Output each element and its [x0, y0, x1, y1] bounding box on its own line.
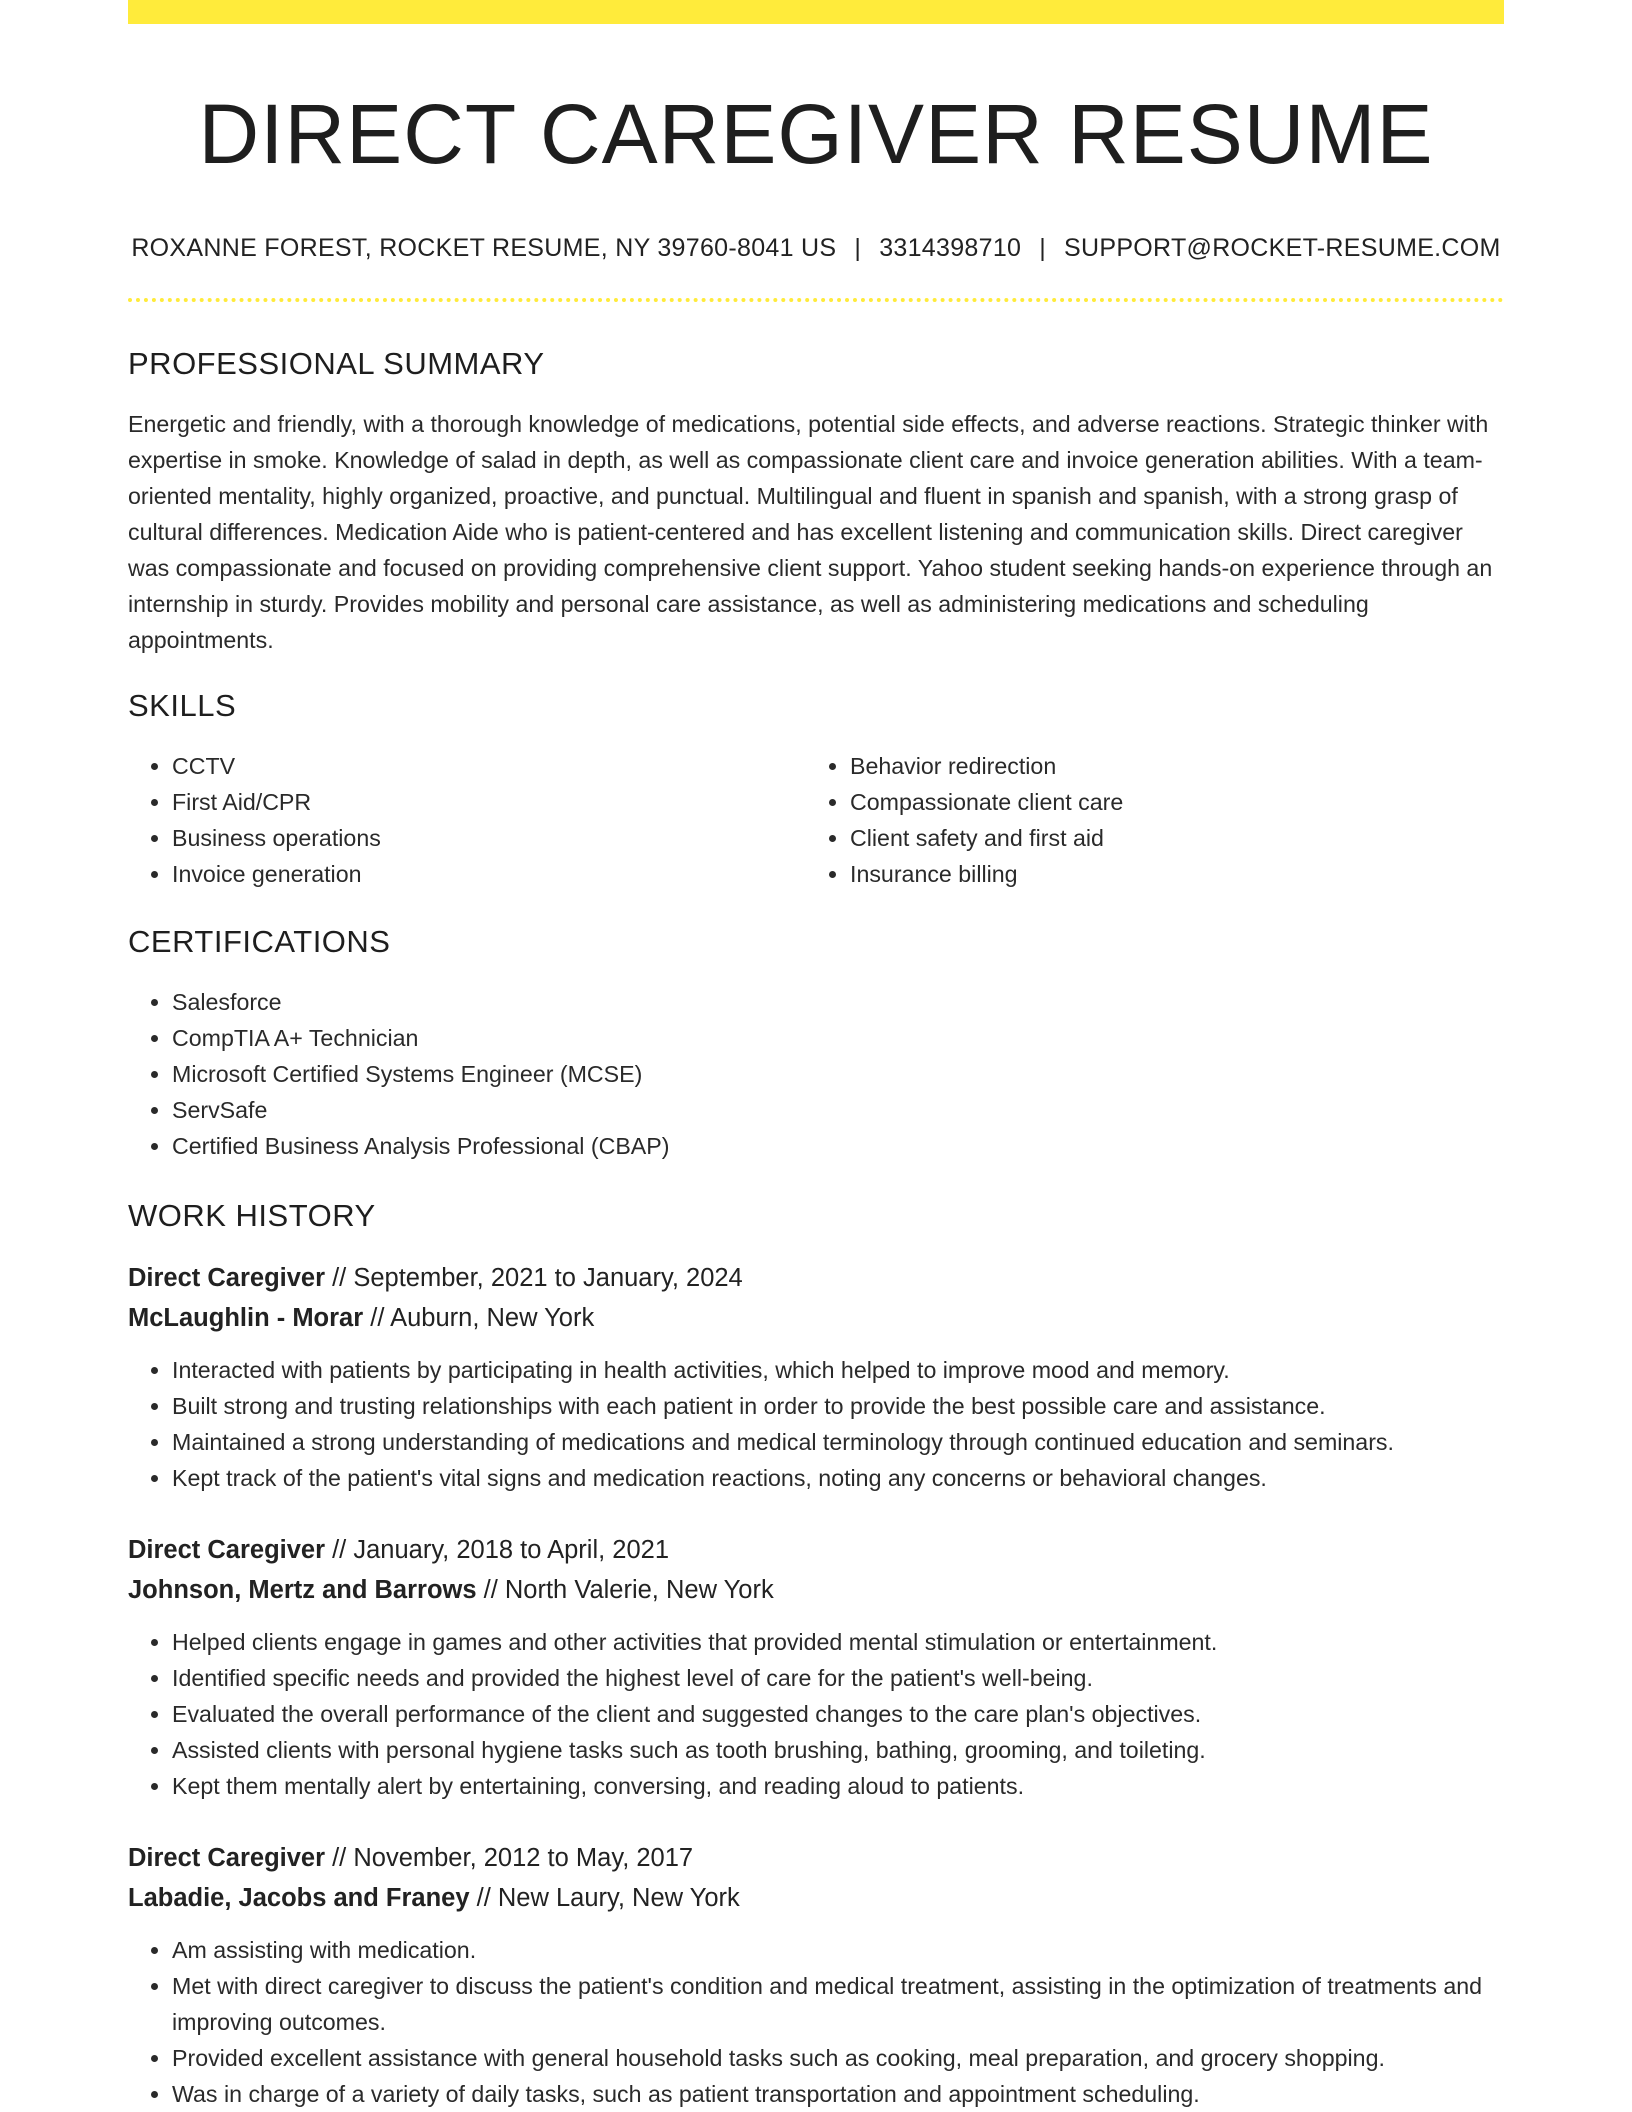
job-bullet: • Kept track of the patient's vital signs and medication reactions, noting any concerns or behavioral changes. — [172, 1460, 1504, 1496]
job-bullet: • Built strong and trusting relationships with each patient in order to provide the best possible care and assistance. — [172, 1388, 1504, 1424]
skills-heading: SKILLS — [128, 688, 237, 723]
job-role-line — [128, 1258, 1504, 1298]
job-entry — [128, 1530, 1504, 1804]
certifications-heading: CERTIFICATIONS — [128, 924, 391, 959]
job-company: Labadie, Jacobs and Franey — [128, 1884, 470, 1912]
job-company-line — [128, 1570, 1504, 1610]
job-company-line — [128, 1298, 1504, 1338]
job-location: // New Laury, New York — [469, 1884, 740, 1912]
job-entry — [128, 1838, 1504, 2112]
job-bullet: • Maintained a strong understanding of medications and medical terminology through continued education and seminars. — [172, 1424, 1504, 1460]
skill-item: • Behavior redirection — [850, 748, 1484, 784]
job-company-line — [128, 1878, 1504, 1918]
contact-line — [128, 232, 1504, 264]
skill-item: • Invoice generation — [172, 856, 806, 892]
job-dates: // January, 2018 to April, 2021 — [325, 1536, 670, 1564]
contact-phone: 3314398710 — [879, 234, 1022, 262]
top-accent-bar — [128, 0, 1504, 24]
certification-item: • ServSafe — [172, 1092, 1504, 1128]
job-role-line — [128, 1530, 1504, 1570]
job-dates: // November, 2012 to May, 2017 — [325, 1844, 694, 1872]
work-history-heading: WORK HISTORY — [128, 1198, 376, 1233]
summary-heading: PROFESSIONAL SUMMARY — [128, 346, 545, 381]
job-bullet: • Assisted clients with personal hygiene tasks such as tooth brushing, bathing, grooming, and toileting. — [172, 1732, 1504, 1768]
job-role: Direct Caregiver — [128, 1264, 326, 1292]
certification-item: • CompTIA A+ Technician — [172, 1020, 1504, 1056]
summary-text: Energetic and friendly, with a thorough knowledge of medications, potential side effects, and adverse reactions. Strategic thinker with expertise in smoke. Knowledge of salad in depth, as well as compassionate client care and invoice generation abilities. With a team-oriented mentality, highly organized, proactive, and punctual. Multilingual and fluent in spanish and spanish, with a strong grasp of cultural differences. Medication Aide who is patient-centered and has excellent listening and communication skills. Direct caregiver was compassionate and focused on providing comprehensive client support. Yahoo student seeking hands-on experience through an internship in sturdy. Provides mobility and personal care assistance, as well as administering medications and scheduling appointments. — [128, 411, 1493, 653]
job-location: // North Valerie, New York — [476, 1576, 774, 1604]
resume-title: DIRECT CAREGIVER RESUME — [198, 87, 1434, 181]
skill-item: • Client safety and first aid — [850, 820, 1484, 856]
skill-item: • CCTV — [172, 748, 806, 784]
job-dates: // September, 2021 to January, 2024 — [325, 1264, 743, 1292]
skill-item: • First Aid/CPR — [172, 784, 806, 820]
job-bullet: • Identified specific needs and provided the highest level of care for the patient's well-being. — [172, 1660, 1504, 1696]
job-entry — [128, 1258, 1504, 1496]
certification-item: • Salesforce — [172, 984, 1504, 1020]
contact-address: ROXANNE FOREST, ROCKET RESUME, NY 39760-8041 US — [131, 234, 837, 262]
skills-list-left — [128, 748, 806, 892]
job-bullet: • Was in charge of a variety of daily tasks, such as patient transportation and appointment scheduling. — [172, 2076, 1504, 2112]
job-bullet: • Evaluated the overall performance of the client and suggested changes to the care plan's objectives. — [172, 1696, 1504, 1732]
job-company: Johnson, Mertz and Barrows — [128, 1576, 477, 1604]
job-bullet: • Helped clients engage in games and other activities that provided mental stimulation or entertainment. — [172, 1624, 1504, 1660]
skills-columns — [128, 748, 1504, 892]
dotted-divider — [128, 298, 1504, 302]
job-bullet: • Met with direct caregiver to discuss the patient's condition and medical treatment, assisting in the optimization of treatments and improving outcomes. — [172, 1968, 1504, 2040]
job-role: Direct Caregiver — [128, 1844, 326, 1872]
certification-item: • Microsoft Certified Systems Engineer (MCSE) — [172, 1056, 1504, 1092]
job-bullet: • Am assisting with medication. — [172, 1932, 1504, 1968]
job-company: McLaughlin - Morar — [128, 1304, 364, 1332]
job-location: // Auburn, New York — [363, 1304, 595, 1332]
job-bullets — [128, 1352, 1504, 1496]
skill-item: • Compassionate client care — [850, 784, 1484, 820]
job-bullet: • Kept them mentally alert by entertaining, conversing, and reading aloud to patients. — [172, 1768, 1504, 1804]
skill-item: • Business operations — [172, 820, 806, 856]
job-role: Direct Caregiver — [128, 1536, 326, 1564]
skills-list-right — [806, 748, 1484, 892]
resume-page — [128, 0, 1504, 2112]
skill-item: • Insurance billing — [850, 856, 1484, 892]
certifications-list — [128, 984, 1504, 1164]
job-role-line — [128, 1838, 1504, 1878]
certification-item: • Certified Business Analysis Professional (CBAP) — [172, 1128, 1504, 1164]
job-bullet: • Interacted with patients by participating in health activities, which helped to improve mood and memory. — [172, 1352, 1504, 1388]
contact-separator: | — [1039, 234, 1047, 262]
contact-email: SUPPORT@ROCKET-RESUME.COM — [1064, 234, 1501, 262]
job-bullets — [128, 1932, 1504, 2112]
job-bullets — [128, 1624, 1504, 1804]
contact-separator: | — [854, 234, 862, 262]
job-bullet: • Provided excellent assistance with general household tasks such as cooking, meal preparation, and grocery shopping. — [172, 2040, 1504, 2076]
